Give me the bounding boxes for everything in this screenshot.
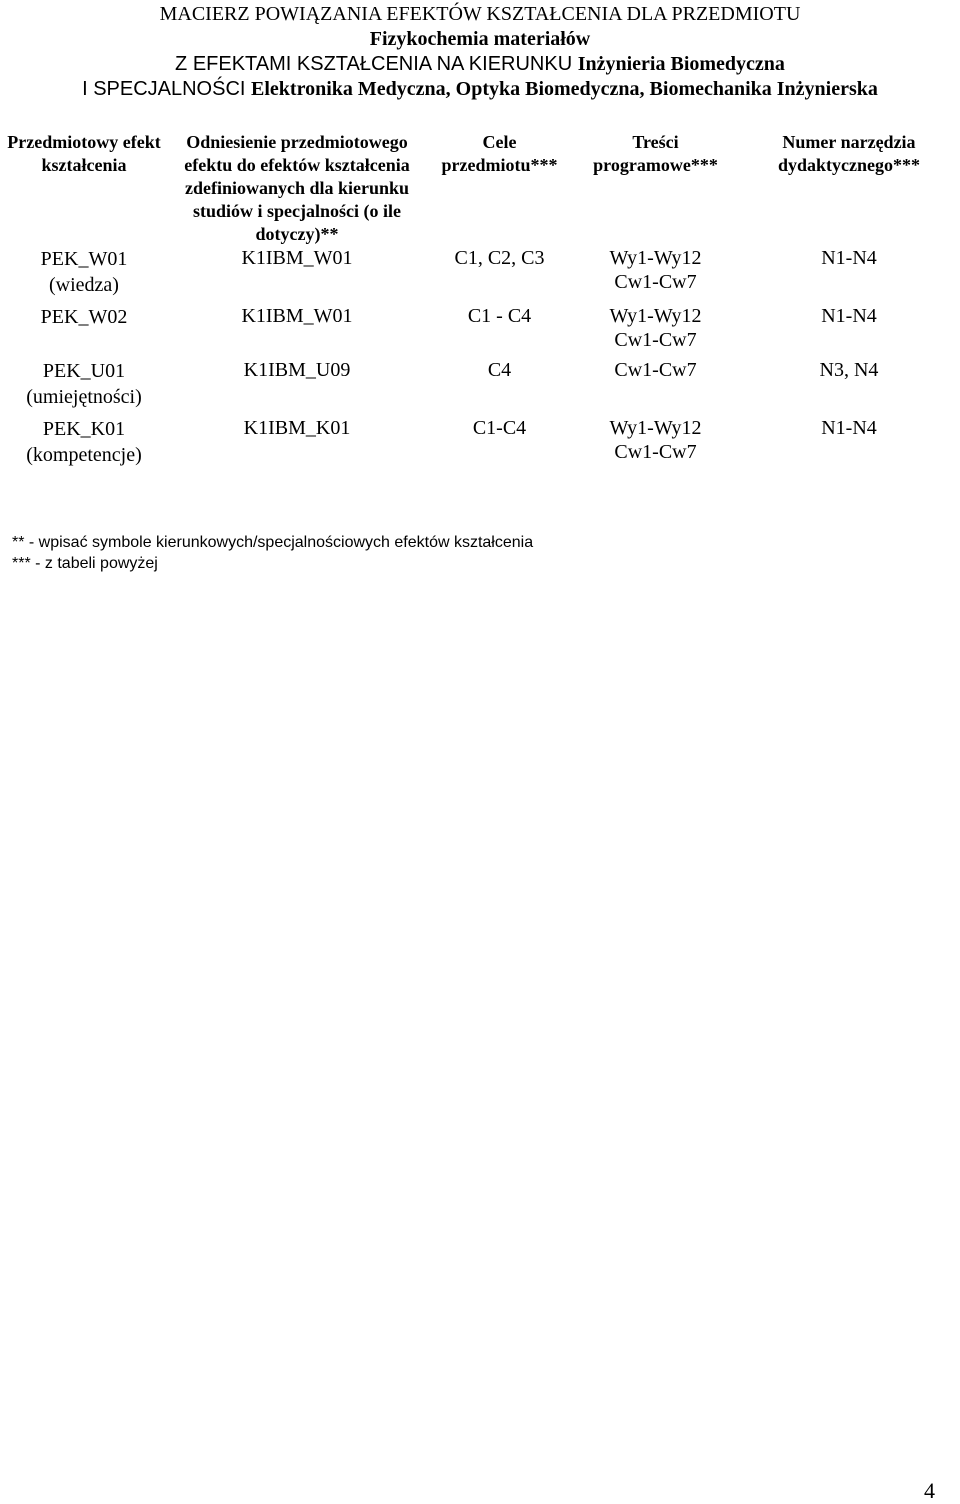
content-lectures: Wy1-Wy12 <box>609 247 702 269</box>
table-row <box>5 246 955 304</box>
title-line-4 <box>0 77 960 102</box>
content-exercises: Cw1-Cw7 <box>614 441 697 463</box>
content-exercises: Cw1-Cw7 <box>614 359 697 381</box>
header-goals: Cele przedmiotu*** <box>441 132 558 175</box>
tools-cell: N1-N4 <box>821 247 877 269</box>
header-tool-number: Numer narzędzia dydaktycznego*** <box>777 132 920 175</box>
header-reference: Odniesienie przedmiotowego efektu do efektów kształcenia zdefiniowanych dla kierunku studiów i specjalności (o ile dotyczy)** <box>184 132 410 244</box>
pek-code: PEK_W02 <box>40 306 128 328</box>
pek-cell <box>5 358 163 416</box>
pek-code: PEK_U01 <box>42 360 126 382</box>
effects-matrix-table <box>5 128 955 474</box>
goals-cell: C1, C2, C3 <box>454 247 545 269</box>
table-row <box>5 358 955 416</box>
reference-cell: K1IBM_U09 <box>243 359 351 381</box>
reference-cell: K1IBM_K01 <box>243 417 351 439</box>
pek-category: (umiejętności) <box>26 386 142 408</box>
title-line-4-prefix: I SPECJALNOŚCI <box>82 78 252 100</box>
document-title <box>0 2 960 102</box>
goals-cell: C1-C4 <box>472 417 527 439</box>
specializations: Elektronika Medyczna, Optyka Biomedyczna, Biomechanika Inżynierska <box>251 78 878 100</box>
tools-cell: N1-N4 <box>821 417 877 439</box>
pek-code: PEK_K01 <box>42 418 126 440</box>
content-cell <box>568 358 743 416</box>
pek-cell <box>5 304 163 358</box>
course-name: Fizykochemia materiałów <box>369 28 591 50</box>
footnotes <box>12 532 533 574</box>
pek-cell <box>5 246 163 304</box>
reference-cell: K1IBM_W01 <box>241 305 353 327</box>
table-row <box>5 304 955 358</box>
content-cell <box>568 416 743 474</box>
header-content: Treści programowe*** <box>593 132 718 175</box>
footnote-triple-asterisk: *** - z tabeli powyżej <box>12 555 158 572</box>
tools-cell: N3, N4 <box>819 359 879 381</box>
footnote-double-asterisk: ** - wpisać symbole kierunkowych/specjalnościowych efektów kształcenia <box>12 534 534 551</box>
content-exercises: Cw1-Cw7 <box>614 271 697 293</box>
pek-code: PEK_W01 <box>40 248 128 270</box>
title-line-3 <box>0 52 960 77</box>
goals-cell: C4 <box>487 359 512 381</box>
title-line-1: MACIERZ POWIĄZANIA EFEKTÓW KSZTAŁCENIA DLA PRZEDMIOTU <box>159 3 801 25</box>
reference-cell: K1IBM_W01 <box>241 247 353 269</box>
content-cell <box>568 246 743 304</box>
content-exercises: Cw1-Cw7 <box>614 329 697 351</box>
goals-cell: C1 - C4 <box>467 305 532 327</box>
table-row <box>5 416 955 474</box>
content-cell <box>568 304 743 358</box>
content-lectures: Wy1-Wy12 <box>609 305 702 327</box>
tools-cell: N1-N4 <box>821 305 877 327</box>
content-lectures: Wy1-Wy12 <box>609 417 702 439</box>
pek-cell <box>5 416 163 474</box>
page-number: 4 <box>924 1478 935 1503</box>
pek-category: (wiedza) <box>49 274 119 296</box>
field-of-study: Inżynieria Biomedyczna <box>577 53 785 75</box>
table-header-row <box>5 128 955 246</box>
header-subject-effect: Przedmiotowy efekt kształcenia <box>7 132 161 175</box>
title-line-3-prefix: Z EFEKTAMI KSZTAŁCENIA NA KIERUNKU <box>175 53 578 75</box>
pek-category: (kompetencje) <box>26 444 142 466</box>
